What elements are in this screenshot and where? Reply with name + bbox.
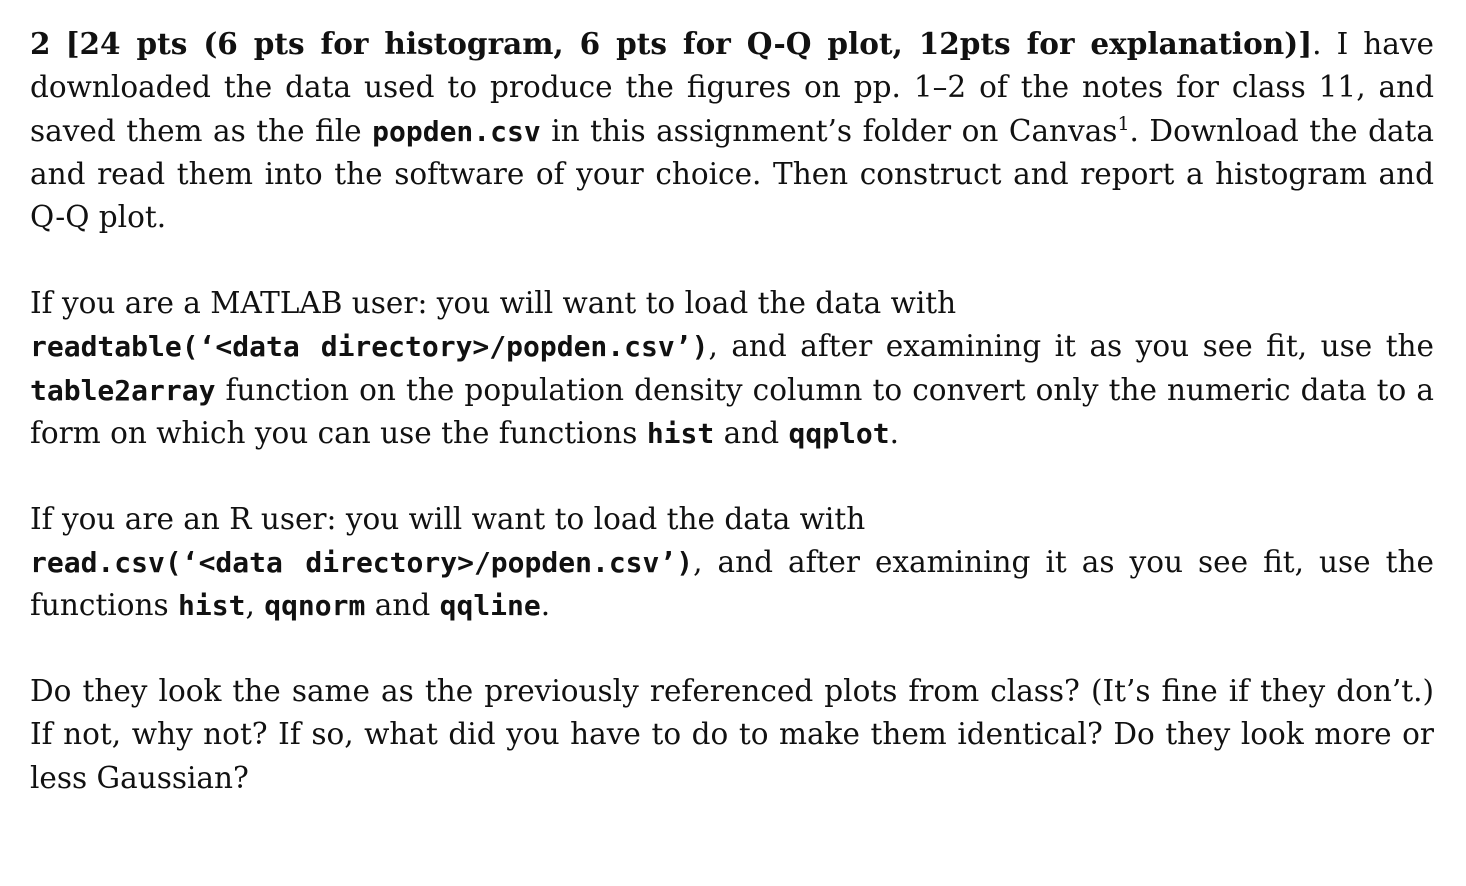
r-qqnorm-function: qqnorm bbox=[264, 589, 366, 623]
problem-paragraph bbox=[30, 22, 1434, 239]
r-paragraph bbox=[30, 498, 1434, 628]
file-name: popden.csv bbox=[372, 114, 541, 148]
r-text-2: , bbox=[245, 588, 265, 623]
r-text-1: , and after examining it as you see fit, use the functions bbox=[30, 544, 1434, 623]
assignment-document bbox=[30, 22, 1434, 842]
matlab-read-command: readtable(‘<data directory>/popden.csv’) bbox=[30, 330, 709, 364]
r-lead: If you are an R user: you will want to load the data with bbox=[30, 501, 866, 536]
intro-text-1: . I have downloaded the data used to produce the figures on pp. 1–2 of the notes for class 11, and saved them as the file bbox=[30, 27, 1434, 148]
matlab-text-3: and bbox=[714, 415, 789, 450]
r-hist-function: hist bbox=[178, 589, 246, 623]
matlab-text-1: , and after examining it as you see fit, use the bbox=[708, 329, 1435, 364]
problem-number: 2 bbox=[30, 26, 51, 61]
matlab-text-2: function on the population density column to convert only the numeric data to a form on which you can use the functions bbox=[30, 372, 1434, 450]
intro-text-3: . Download the data and read them into the software of your choice. Then construct and report a histogram and Q-Q plot. bbox=[30, 113, 1434, 235]
question-paragraph: Do they look the same as the previously referenced plots from class? (It’s fine if they don’t.) If not, why not? If so, what did you have to do to make them identical? Do they look more or less Gaussian? bbox=[30, 674, 1434, 795]
matlab-text-4: . bbox=[889, 415, 900, 450]
matlab-lead: If you are a MATLAB user: you will want to load the data with bbox=[30, 285, 957, 320]
matlab-hist-function: hist bbox=[646, 416, 715, 450]
matlab-qqplot-function: qqplot bbox=[788, 416, 890, 450]
points-header: [24 pts (6 pts for histogram, 6 pts for Q-Q plot, 12pts for explanation)] bbox=[65, 26, 1313, 61]
matlab-paragraph bbox=[30, 282, 1434, 455]
r-text-4: . bbox=[540, 588, 551, 623]
matlab-table2array-function: table2array bbox=[30, 373, 216, 407]
intro-text-2: in this assignment’s folder on Canvas bbox=[540, 113, 1118, 148]
r-read-command: read.csv(‘<data directory>/popden.csv’) bbox=[30, 545, 694, 579]
footnote-marker: 1 bbox=[1117, 112, 1130, 135]
r-text-3: and bbox=[365, 588, 440, 623]
r-qqline-function: qqline bbox=[439, 589, 541, 623]
